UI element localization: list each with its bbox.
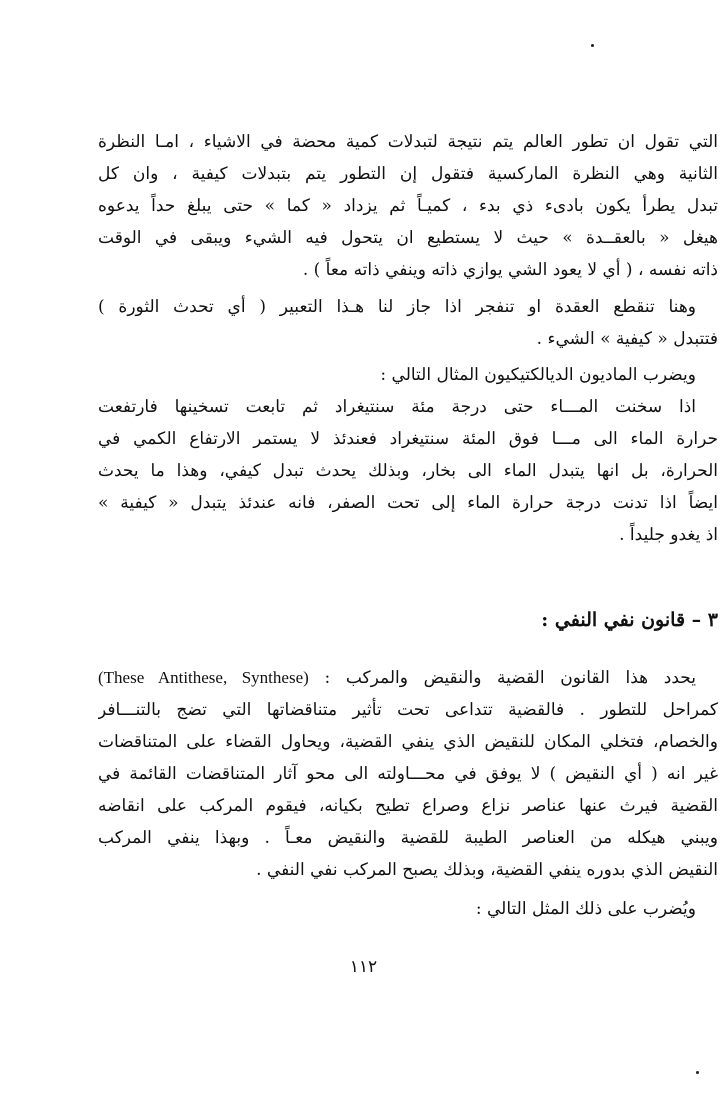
text-latin-part: (These Antithese, Synthese) [98,668,309,687]
paragraph-4 [98,662,718,886]
scan-speck [591,44,594,47]
text-line: الثانية وهي النظرة الماركسية فتقول إن التطور يتم بتبدلات كيفية ، وان كل [98,164,718,184]
text-arabic-part: يحدد هذا القانون القضية والنقيض والمركب : [324,668,697,688]
text-line: وهنا تنقطع العقدة او تنفجر اذا جاز لنا هـذا التعبير ( أي تحدث الثورة ) [98,297,696,317]
paragraph-5 [98,893,718,925]
text-line: غير انه ( أي النقيض ) لا يوفق في محـــاولته الى محو آثار المتناقضات القائمة في [98,764,718,784]
scan-speck [696,1071,699,1074]
section-heading: ٣ – قانون نفي النفي : [541,609,718,631]
paragraph-3 [98,359,718,551]
text-line-mixed [98,662,718,694]
text-line: كمراحل للتطور . فالقضية تتداعى تحت تأثير متناقضاتها التي تضج بالتنـــافر [98,700,718,720]
text-line: القضية فيرث عنها عناصر نزاع وصراع تطيح بكيانه، فيقوم المركب على انقاضه [98,796,718,816]
text-line: والخصام، فتخلي المكان للنقيض الذي ينفي القضية، ويحاول القضاء على المتناقضات [98,732,718,752]
text-line: هيغل « بالعقــدة » حيث لا يستطيع ان يتحول فيه الشيء ويبقى في الوقت [98,228,718,248]
text-line: ويُضرب على ذلك المثل التالي : [475,899,696,919]
text-line: اذا سخنت المـــاء حتى درجة مئة سنتيغراد ثم تابعت تسخينها فارتفعت [98,397,696,417]
text-line: اذ يغدو جليداً . [619,525,718,545]
text-line: فتتبدل « كيفية » الشيء . [536,329,718,349]
text-line: الحرارة، بل انها يتبدل الماء الى بخار، وبذلك يحدث تبدل كيفي، وهذا ما يحدث [98,461,718,481]
paragraph-2 [98,291,718,355]
text-line: ذاته نفسه ، ( أي لا يعود الشي يوازي ذاته وينفي ذاته معاً ) . [302,260,718,280]
text-line: تبدل يطرأ يكون بادىء ذي بدء ، كميـاً ثم يزداد « كما » حتى يبلغ حداً يدعوه [98,196,718,216]
text-line: حرارة الماء الى مـــا فوق المئة سنتيغراد فعندئذ لا يستمر الارتفاع الكمي في [98,429,718,449]
text-line: ويضرب الماديون الديالكتيكيون المثال التالي : [380,365,696,385]
page-number: ١١٢ [349,957,378,977]
text-line: ايضاً اذا تدنت درجة حرارة الماء إلى تحت الصفر، فانه عندئذ يتبدل « كيفية » [98,493,718,513]
text-line: ويبني هيكله من العناصر الطيبة للقضية والنقيض معـاً . وبهذا ينفي المركب [98,828,718,848]
paragraph-1 [98,126,718,286]
text-line: النقيض الذي بدوره ينفي القضية، وبذلك يصبح المركب نفي النفي . [256,860,718,880]
text-line: التي تقول ان تطور العالم يتم نتيجة لتبدلات كمية محضة في الاشياء ، امـا النظرة [98,132,718,152]
